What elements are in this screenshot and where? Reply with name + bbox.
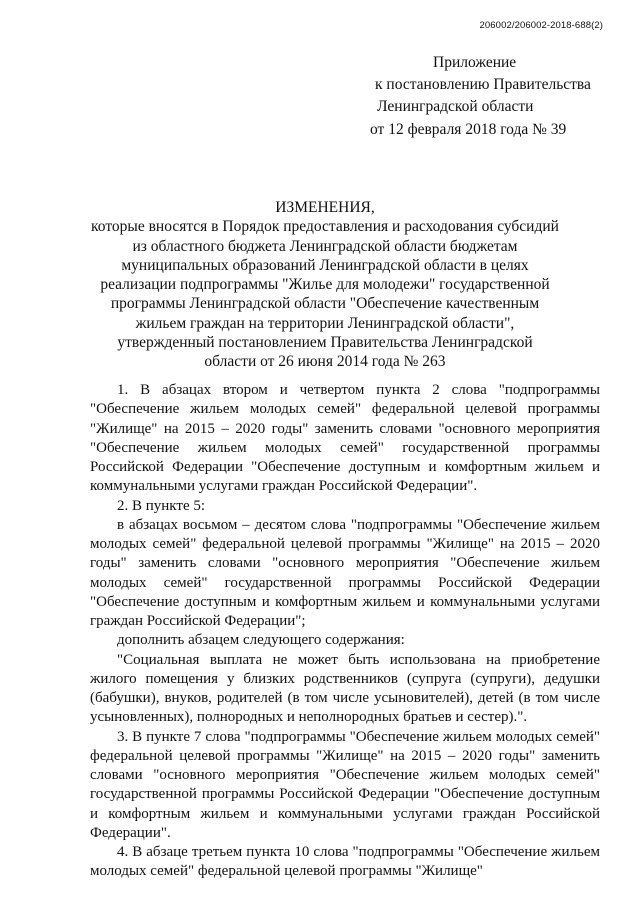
document-title [90, 198, 560, 372]
paragraph-1: 1. В абзацах втором и четвертом пункта 2 слова "подпрограммы "Обеспечение жильем молодых семей" федеральной целевой программы "Жилище" на 2015 – 2020 годы" заменить словами "основного мероприятия "Обеспечение жильем молодых семей" государственной программы Российской Федерации "Обеспечение доступным и комфортным жильем и коммунальными услугами граждан Российской Федерации". [90, 382, 600, 495]
paragraph-3: в абзацах восьмом – десятом слова "подпрограммы "Обеспечение жильем молодых семей" федеральной целевой программы "Жилище" на 2015 – 2020 годы" заменить словами "основного мероприятия "Обеспечение жильем молодых семей" государственной программы Российской Федерации "Обеспечение доступным и комфортным жильем и коммунальными услугами граждан Российской Федерации"; [90, 516, 600, 629]
appendix-title: Приложение [433, 54, 517, 71]
appendix-resolution-ref: к постановлению Правительства [375, 76, 591, 93]
title-subtitle: которые вносятся в Порядок предоставления и расходования субсидий из областного бюджета Ленинградской области бюджетам муниципальных образований Ленинградской области в целях реализации подпрограммы "Жилье для молодежи" государственной программы Ленинградской области "Обеспечение качественным жильем граждан на территории Ленинградской области", утвержденный постановлением Правительства Ленинградской области от 26 июня 2014 года № 263 [91, 218, 559, 371]
paragraph-2: 2. В пункте 5: [117, 497, 206, 514]
paragraph-6: 3. В пункте 7 слова "подпрограммы "Обеспечение жильем молодых семей" федеральной целевой программы "Жилище" на 2015 – 2020 годы" заменить словами "основного мероприятия "Обеспечение жильем молодых семей" государственной программы Российской Федерации "Обеспечение доступным и комфортным жильем и коммунальными услугами граждан Российской Федерации". [90, 728, 600, 841]
document-body [90, 381, 600, 882]
appendix-block [0, 52, 640, 141]
title-heading: ИЗМЕНЕНИЯ, [275, 199, 375, 216]
paragraph-5: "Социальная выплата не может быть использована на приобретение жилого помещения у близких родственников (супруга (супруги), дедушки (бабушки), внуков, родителей (в том числе усыновителей), детей (в том числе усыновленных), полнородных и неполнородных братьев и сестер).". [90, 651, 600, 726]
document-number: 206002/206002-2018-688(2) [479, 20, 603, 31]
paragraph-4: дополнить абзацем следующего содержания: [117, 632, 405, 649]
paragraph-7: 4. В абзаце третьем пункта 10 слова "подпрограммы "Обеспечение жильем молодых семей" федеральной целевой программы "Жилище" [90, 844, 600, 880]
appendix-region: Ленинградской области [377, 98, 534, 115]
appendix-date: от 12 февраля 2018 года № 39 [370, 121, 567, 138]
